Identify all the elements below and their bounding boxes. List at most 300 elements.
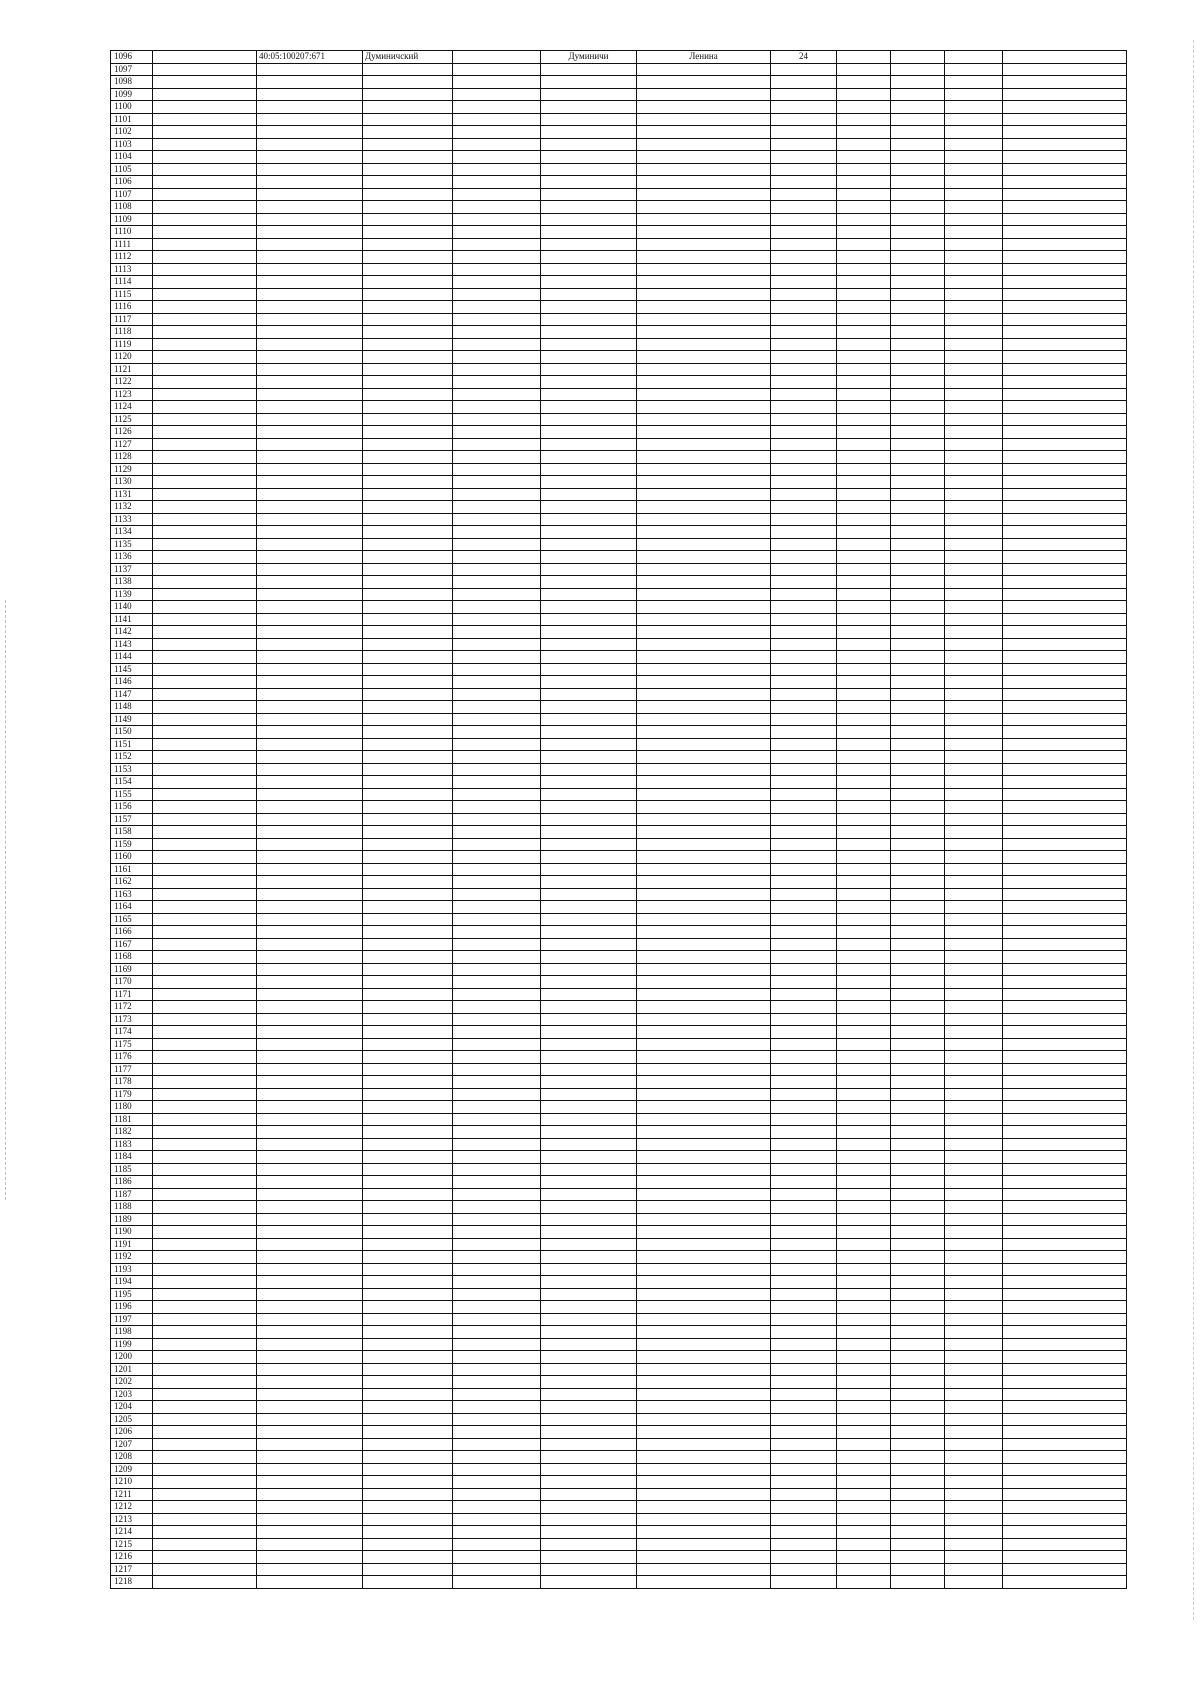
extra-cell bbox=[945, 988, 1003, 1001]
extra-cell bbox=[891, 163, 945, 176]
locality-cell bbox=[541, 638, 637, 651]
street-cell bbox=[637, 301, 771, 314]
apartment-cell bbox=[1003, 688, 1127, 701]
city-cell bbox=[453, 676, 541, 689]
table-row bbox=[111, 1501, 1127, 1514]
locality-cell bbox=[541, 763, 637, 776]
table-row bbox=[111, 51, 1127, 64]
extra-cell bbox=[837, 376, 891, 389]
table-row bbox=[111, 426, 1127, 439]
extra-cell bbox=[891, 363, 945, 376]
table-row bbox=[111, 601, 1127, 614]
extra-cell bbox=[837, 738, 891, 751]
row-number: 1116 bbox=[111, 301, 153, 314]
table-row bbox=[111, 626, 1127, 639]
district-cell bbox=[363, 1376, 453, 1389]
cadastral-number-building bbox=[257, 401, 363, 414]
extra-cell bbox=[837, 788, 891, 801]
cadastral-number-land bbox=[153, 476, 257, 489]
extra-cell bbox=[891, 876, 945, 889]
cadastral-number-building bbox=[257, 1426, 363, 1439]
cadastral-number-building bbox=[257, 676, 363, 689]
extra-cell bbox=[891, 1426, 945, 1439]
city-cell bbox=[453, 1363, 541, 1376]
apartment-cell bbox=[1003, 763, 1127, 776]
row-number: 1101 bbox=[111, 113, 153, 126]
street-cell bbox=[637, 238, 771, 251]
locality-cell bbox=[541, 1376, 637, 1389]
district-cell bbox=[363, 663, 453, 676]
row-number: 1199 bbox=[111, 1338, 153, 1351]
district-cell bbox=[363, 526, 453, 539]
street-cell bbox=[637, 901, 771, 914]
cadastral-number-land bbox=[153, 513, 257, 526]
extra-cell bbox=[837, 988, 891, 1001]
extra-cell bbox=[891, 1001, 945, 1014]
extra-cell bbox=[945, 388, 1003, 401]
cadastral-number-building bbox=[257, 626, 363, 639]
cadastral-number-building bbox=[257, 413, 363, 426]
street-cell bbox=[637, 513, 771, 526]
city-cell bbox=[453, 863, 541, 876]
extra-cell bbox=[891, 1301, 945, 1314]
extra-cell bbox=[945, 676, 1003, 689]
apartment-cell bbox=[1003, 1126, 1127, 1139]
apartment-cell bbox=[1003, 813, 1127, 826]
extra-cell bbox=[837, 426, 891, 439]
locality-cell bbox=[541, 226, 637, 239]
apartment-cell bbox=[1003, 101, 1127, 114]
extra-cell bbox=[837, 751, 891, 764]
row-number: 1122 bbox=[111, 376, 153, 389]
locality-cell bbox=[541, 1188, 637, 1201]
extra-cell bbox=[891, 1313, 945, 1326]
house-number-cell bbox=[771, 301, 837, 314]
table-row bbox=[111, 738, 1127, 751]
city-cell bbox=[453, 601, 541, 614]
cadastral-number-building bbox=[257, 1163, 363, 1176]
cadastral-number-building bbox=[257, 901, 363, 914]
table-row bbox=[111, 1013, 1127, 1026]
cadastral-number-building bbox=[257, 1488, 363, 1501]
locality-cell bbox=[541, 538, 637, 551]
extra-cell bbox=[945, 1513, 1003, 1526]
table-row bbox=[111, 1226, 1127, 1239]
extra-cell bbox=[837, 276, 891, 289]
extra-cell bbox=[891, 326, 945, 339]
street-cell bbox=[637, 1276, 771, 1289]
extra-cell bbox=[891, 626, 945, 639]
row-number: 1108 bbox=[111, 201, 153, 214]
row-number: 1106 bbox=[111, 176, 153, 189]
cadastral-number-land bbox=[153, 1338, 257, 1351]
table-row bbox=[111, 113, 1127, 126]
district-cell bbox=[363, 351, 453, 364]
cadastral-number-building bbox=[257, 751, 363, 764]
table-row bbox=[111, 1526, 1127, 1539]
house-number-cell bbox=[771, 863, 837, 876]
city-cell bbox=[453, 426, 541, 439]
apartment-cell bbox=[1003, 176, 1127, 189]
cadastral-number-land bbox=[153, 876, 257, 889]
district-cell bbox=[363, 1001, 453, 1014]
house-number-cell bbox=[771, 913, 837, 926]
district-cell bbox=[363, 688, 453, 701]
cadastral-number-building bbox=[257, 363, 363, 376]
extra-cell bbox=[945, 751, 1003, 764]
row-number: 1204 bbox=[111, 1401, 153, 1414]
city-cell bbox=[453, 1263, 541, 1276]
extra-cell bbox=[945, 938, 1003, 951]
locality-cell bbox=[541, 476, 637, 489]
street-cell bbox=[637, 388, 771, 401]
extra-cell bbox=[837, 1013, 891, 1026]
cadastral-number-building bbox=[257, 1038, 363, 1051]
district-cell bbox=[363, 1101, 453, 1114]
extra-cell bbox=[837, 413, 891, 426]
cadastral-number-land bbox=[153, 1513, 257, 1526]
cadastral-number-land bbox=[153, 276, 257, 289]
house-number-cell bbox=[771, 751, 837, 764]
district-cell bbox=[363, 1113, 453, 1126]
cadastral-number-land bbox=[153, 1576, 257, 1589]
table-row bbox=[111, 801, 1127, 814]
cadastral-number-land bbox=[153, 113, 257, 126]
extra-cell bbox=[837, 638, 891, 651]
locality-cell bbox=[541, 126, 637, 139]
cadastral-number-land bbox=[153, 438, 257, 451]
house-number-cell bbox=[771, 988, 837, 1001]
cadastral-number-building bbox=[257, 201, 363, 214]
table-row bbox=[111, 88, 1127, 101]
extra-cell bbox=[945, 601, 1003, 614]
street-cell bbox=[637, 226, 771, 239]
cadastral-number-land bbox=[153, 338, 257, 351]
cadastral-number-building bbox=[257, 1263, 363, 1276]
cadastral-number-building bbox=[257, 1413, 363, 1426]
row-number: 1165 bbox=[111, 913, 153, 926]
cadastral-number-building bbox=[257, 463, 363, 476]
locality-cell bbox=[541, 1451, 637, 1464]
street-cell bbox=[637, 1451, 771, 1464]
cadastral-number-building: 40:05:100207:671 bbox=[257, 51, 363, 64]
city-cell bbox=[453, 626, 541, 639]
city-cell bbox=[453, 1326, 541, 1339]
extra-cell bbox=[837, 1538, 891, 1551]
address-register-table bbox=[110, 50, 1127, 1589]
locality-cell bbox=[541, 301, 637, 314]
apartment-cell bbox=[1003, 1301, 1127, 1314]
city-cell bbox=[453, 338, 541, 351]
cadastral-number-building bbox=[257, 563, 363, 576]
apartment-cell bbox=[1003, 1501, 1127, 1514]
locality-cell bbox=[541, 63, 637, 76]
street-cell bbox=[637, 1101, 771, 1114]
cadastral-number-building bbox=[257, 513, 363, 526]
extra-cell bbox=[891, 613, 945, 626]
street-cell bbox=[637, 876, 771, 889]
cadastral-number-building bbox=[257, 126, 363, 139]
cadastral-number-land bbox=[153, 1501, 257, 1514]
cadastral-number-building bbox=[257, 1063, 363, 1076]
house-number-cell bbox=[771, 1576, 837, 1589]
district-cell bbox=[363, 1188, 453, 1201]
house-number-cell bbox=[771, 613, 837, 626]
cadastral-number-land bbox=[153, 76, 257, 89]
apartment-cell bbox=[1003, 401, 1127, 414]
table-row bbox=[111, 126, 1127, 139]
city-cell bbox=[453, 538, 541, 551]
extra-cell bbox=[891, 538, 945, 551]
extra-cell bbox=[945, 1238, 1003, 1251]
extra-cell bbox=[945, 1363, 1003, 1376]
table-row bbox=[111, 1251, 1127, 1264]
street-cell bbox=[637, 938, 771, 951]
district-cell bbox=[363, 1576, 453, 1589]
house-number-cell bbox=[771, 1276, 837, 1289]
row-number: 1127 bbox=[111, 438, 153, 451]
district-cell bbox=[363, 926, 453, 939]
house-number-cell bbox=[771, 1201, 837, 1214]
apartment-cell bbox=[1003, 713, 1127, 726]
district-cell bbox=[363, 1451, 453, 1464]
cadastral-number-land bbox=[153, 526, 257, 539]
table-row bbox=[111, 1176, 1127, 1189]
extra-cell bbox=[837, 388, 891, 401]
table-row bbox=[111, 1038, 1127, 1051]
city-cell bbox=[453, 1513, 541, 1526]
extra-cell bbox=[945, 663, 1003, 676]
apartment-cell bbox=[1003, 126, 1127, 139]
extra-cell bbox=[891, 901, 945, 914]
extra-cell bbox=[837, 126, 891, 139]
locality-cell bbox=[541, 688, 637, 701]
city-cell bbox=[453, 238, 541, 251]
house-number-cell bbox=[771, 1363, 837, 1376]
table-row bbox=[111, 1076, 1127, 1089]
row-number: 1162 bbox=[111, 876, 153, 889]
extra-cell bbox=[837, 1026, 891, 1039]
cadastral-number-building bbox=[257, 288, 363, 301]
extra-cell bbox=[837, 151, 891, 164]
cadastral-number-building bbox=[257, 451, 363, 464]
table-row bbox=[111, 1313, 1127, 1326]
district-cell bbox=[363, 651, 453, 664]
apartment-cell bbox=[1003, 826, 1127, 839]
table-row bbox=[111, 101, 1127, 114]
extra-cell bbox=[945, 1213, 1003, 1226]
street-cell bbox=[637, 1338, 771, 1351]
extra-cell bbox=[945, 1101, 1003, 1114]
district-cell: Думиничский bbox=[363, 51, 453, 64]
district-cell bbox=[363, 801, 453, 814]
cadastral-number-land bbox=[153, 401, 257, 414]
house-number-cell bbox=[771, 876, 837, 889]
locality-cell bbox=[541, 1088, 637, 1101]
district-cell bbox=[363, 1076, 453, 1089]
cadastral-number-land bbox=[153, 1176, 257, 1189]
locality-cell bbox=[541, 263, 637, 276]
street-cell: Ленина bbox=[637, 51, 771, 64]
extra-cell bbox=[945, 801, 1003, 814]
city-cell bbox=[453, 101, 541, 114]
extra-cell bbox=[945, 401, 1003, 414]
street-cell bbox=[637, 1501, 771, 1514]
extra-cell bbox=[837, 76, 891, 89]
apartment-cell bbox=[1003, 963, 1127, 976]
row-number: 1178 bbox=[111, 1076, 153, 1089]
house-number-cell bbox=[771, 113, 837, 126]
cadastral-number-land bbox=[153, 601, 257, 614]
apartment-cell bbox=[1003, 88, 1127, 101]
street-cell bbox=[637, 188, 771, 201]
locality-cell bbox=[541, 863, 637, 876]
extra-cell bbox=[945, 638, 1003, 651]
row-number: 1192 bbox=[111, 1251, 153, 1264]
city-cell bbox=[453, 1238, 541, 1251]
cadastral-number-building bbox=[257, 1138, 363, 1151]
apartment-cell bbox=[1003, 551, 1127, 564]
city-cell bbox=[453, 576, 541, 589]
extra-cell bbox=[945, 576, 1003, 589]
row-number: 1186 bbox=[111, 1176, 153, 1189]
apartment-cell bbox=[1003, 1426, 1127, 1439]
apartment-cell bbox=[1003, 163, 1127, 176]
row-number: 1212 bbox=[111, 1501, 153, 1514]
locality-cell bbox=[541, 1476, 637, 1489]
extra-cell bbox=[891, 1101, 945, 1114]
cadastral-number-building bbox=[257, 526, 363, 539]
locality-cell bbox=[541, 501, 637, 514]
apartment-cell bbox=[1003, 1438, 1127, 1451]
locality-cell bbox=[541, 1438, 637, 1451]
house-number-cell bbox=[771, 1001, 837, 1014]
extra-cell bbox=[945, 1188, 1003, 1201]
cadastral-number-land bbox=[153, 1363, 257, 1376]
city-cell bbox=[453, 926, 541, 939]
house-number-cell bbox=[771, 1026, 837, 1039]
house-number-cell bbox=[771, 238, 837, 251]
extra-cell bbox=[945, 151, 1003, 164]
district-cell bbox=[363, 201, 453, 214]
street-cell bbox=[637, 626, 771, 639]
city-cell bbox=[453, 1113, 541, 1126]
extra-cell bbox=[945, 788, 1003, 801]
extra-cell bbox=[837, 88, 891, 101]
district-cell bbox=[363, 1338, 453, 1351]
extra-cell bbox=[837, 863, 891, 876]
district-cell bbox=[363, 1526, 453, 1539]
apartment-cell bbox=[1003, 538, 1127, 551]
district-cell bbox=[363, 1226, 453, 1239]
cadastral-number-building bbox=[257, 263, 363, 276]
district-cell bbox=[363, 176, 453, 189]
cadastral-number-building bbox=[257, 213, 363, 226]
house-number-cell bbox=[771, 1313, 837, 1326]
street-cell bbox=[637, 963, 771, 976]
street-cell bbox=[637, 413, 771, 426]
cadastral-number-land bbox=[153, 1413, 257, 1426]
extra-cell bbox=[837, 651, 891, 664]
locality-cell bbox=[541, 726, 637, 739]
extra-cell bbox=[837, 1363, 891, 1376]
cadastral-number-building bbox=[257, 1226, 363, 1239]
cadastral-number-building bbox=[257, 388, 363, 401]
cadastral-number-land bbox=[153, 1001, 257, 1014]
house-number-cell bbox=[771, 413, 837, 426]
cadastral-number-building bbox=[257, 113, 363, 126]
locality-cell bbox=[541, 1238, 637, 1251]
house-number-cell bbox=[771, 713, 837, 726]
row-number: 1187 bbox=[111, 1188, 153, 1201]
house-number-cell bbox=[771, 1526, 837, 1539]
street-cell bbox=[637, 926, 771, 939]
extra-cell bbox=[891, 463, 945, 476]
cadastral-number-land bbox=[153, 1388, 257, 1401]
table-row bbox=[111, 951, 1127, 964]
extra-cell bbox=[837, 1376, 891, 1389]
row-number: 1104 bbox=[111, 151, 153, 164]
extra-cell bbox=[891, 938, 945, 951]
district-cell bbox=[363, 1238, 453, 1251]
apartment-cell bbox=[1003, 476, 1127, 489]
street-cell bbox=[637, 213, 771, 226]
locality-cell bbox=[541, 1576, 637, 1589]
table-row bbox=[111, 938, 1127, 951]
apartment-cell bbox=[1003, 151, 1127, 164]
city-cell bbox=[453, 388, 541, 401]
district-cell bbox=[363, 551, 453, 564]
extra-cell bbox=[945, 763, 1003, 776]
city-cell bbox=[453, 938, 541, 951]
extra-cell bbox=[891, 288, 945, 301]
house-number-cell bbox=[771, 688, 837, 701]
apartment-cell bbox=[1003, 576, 1127, 589]
house-number-cell bbox=[771, 526, 837, 539]
cadastral-number-building bbox=[257, 1076, 363, 1089]
house-number-cell bbox=[771, 1251, 837, 1264]
city-cell bbox=[453, 1301, 541, 1314]
apartment-cell bbox=[1003, 876, 1127, 889]
locality-cell bbox=[541, 1401, 637, 1414]
district-cell bbox=[363, 1513, 453, 1526]
cadastral-number-land bbox=[153, 176, 257, 189]
house-number-cell bbox=[771, 488, 837, 501]
apartment-cell bbox=[1003, 1288, 1127, 1301]
house-number-cell bbox=[771, 788, 837, 801]
locality-cell bbox=[541, 1213, 637, 1226]
city-cell bbox=[453, 838, 541, 851]
street-cell bbox=[637, 326, 771, 339]
house-number-cell bbox=[771, 1176, 837, 1189]
extra-cell bbox=[837, 1563, 891, 1576]
table-row bbox=[111, 651, 1127, 664]
extra-cell bbox=[945, 1326, 1003, 1339]
table-row bbox=[111, 376, 1127, 389]
city-cell bbox=[453, 876, 541, 889]
apartment-cell bbox=[1003, 76, 1127, 89]
extra-cell bbox=[837, 1063, 891, 1076]
city-cell bbox=[453, 951, 541, 964]
extra-cell bbox=[891, 1376, 945, 1389]
cadastral-number-land bbox=[153, 1051, 257, 1064]
cadastral-number-land bbox=[153, 1351, 257, 1364]
locality-cell bbox=[541, 1326, 637, 1339]
apartment-cell bbox=[1003, 601, 1127, 614]
district-cell bbox=[363, 726, 453, 739]
row-number: 1180 bbox=[111, 1101, 153, 1114]
street-cell bbox=[637, 313, 771, 326]
